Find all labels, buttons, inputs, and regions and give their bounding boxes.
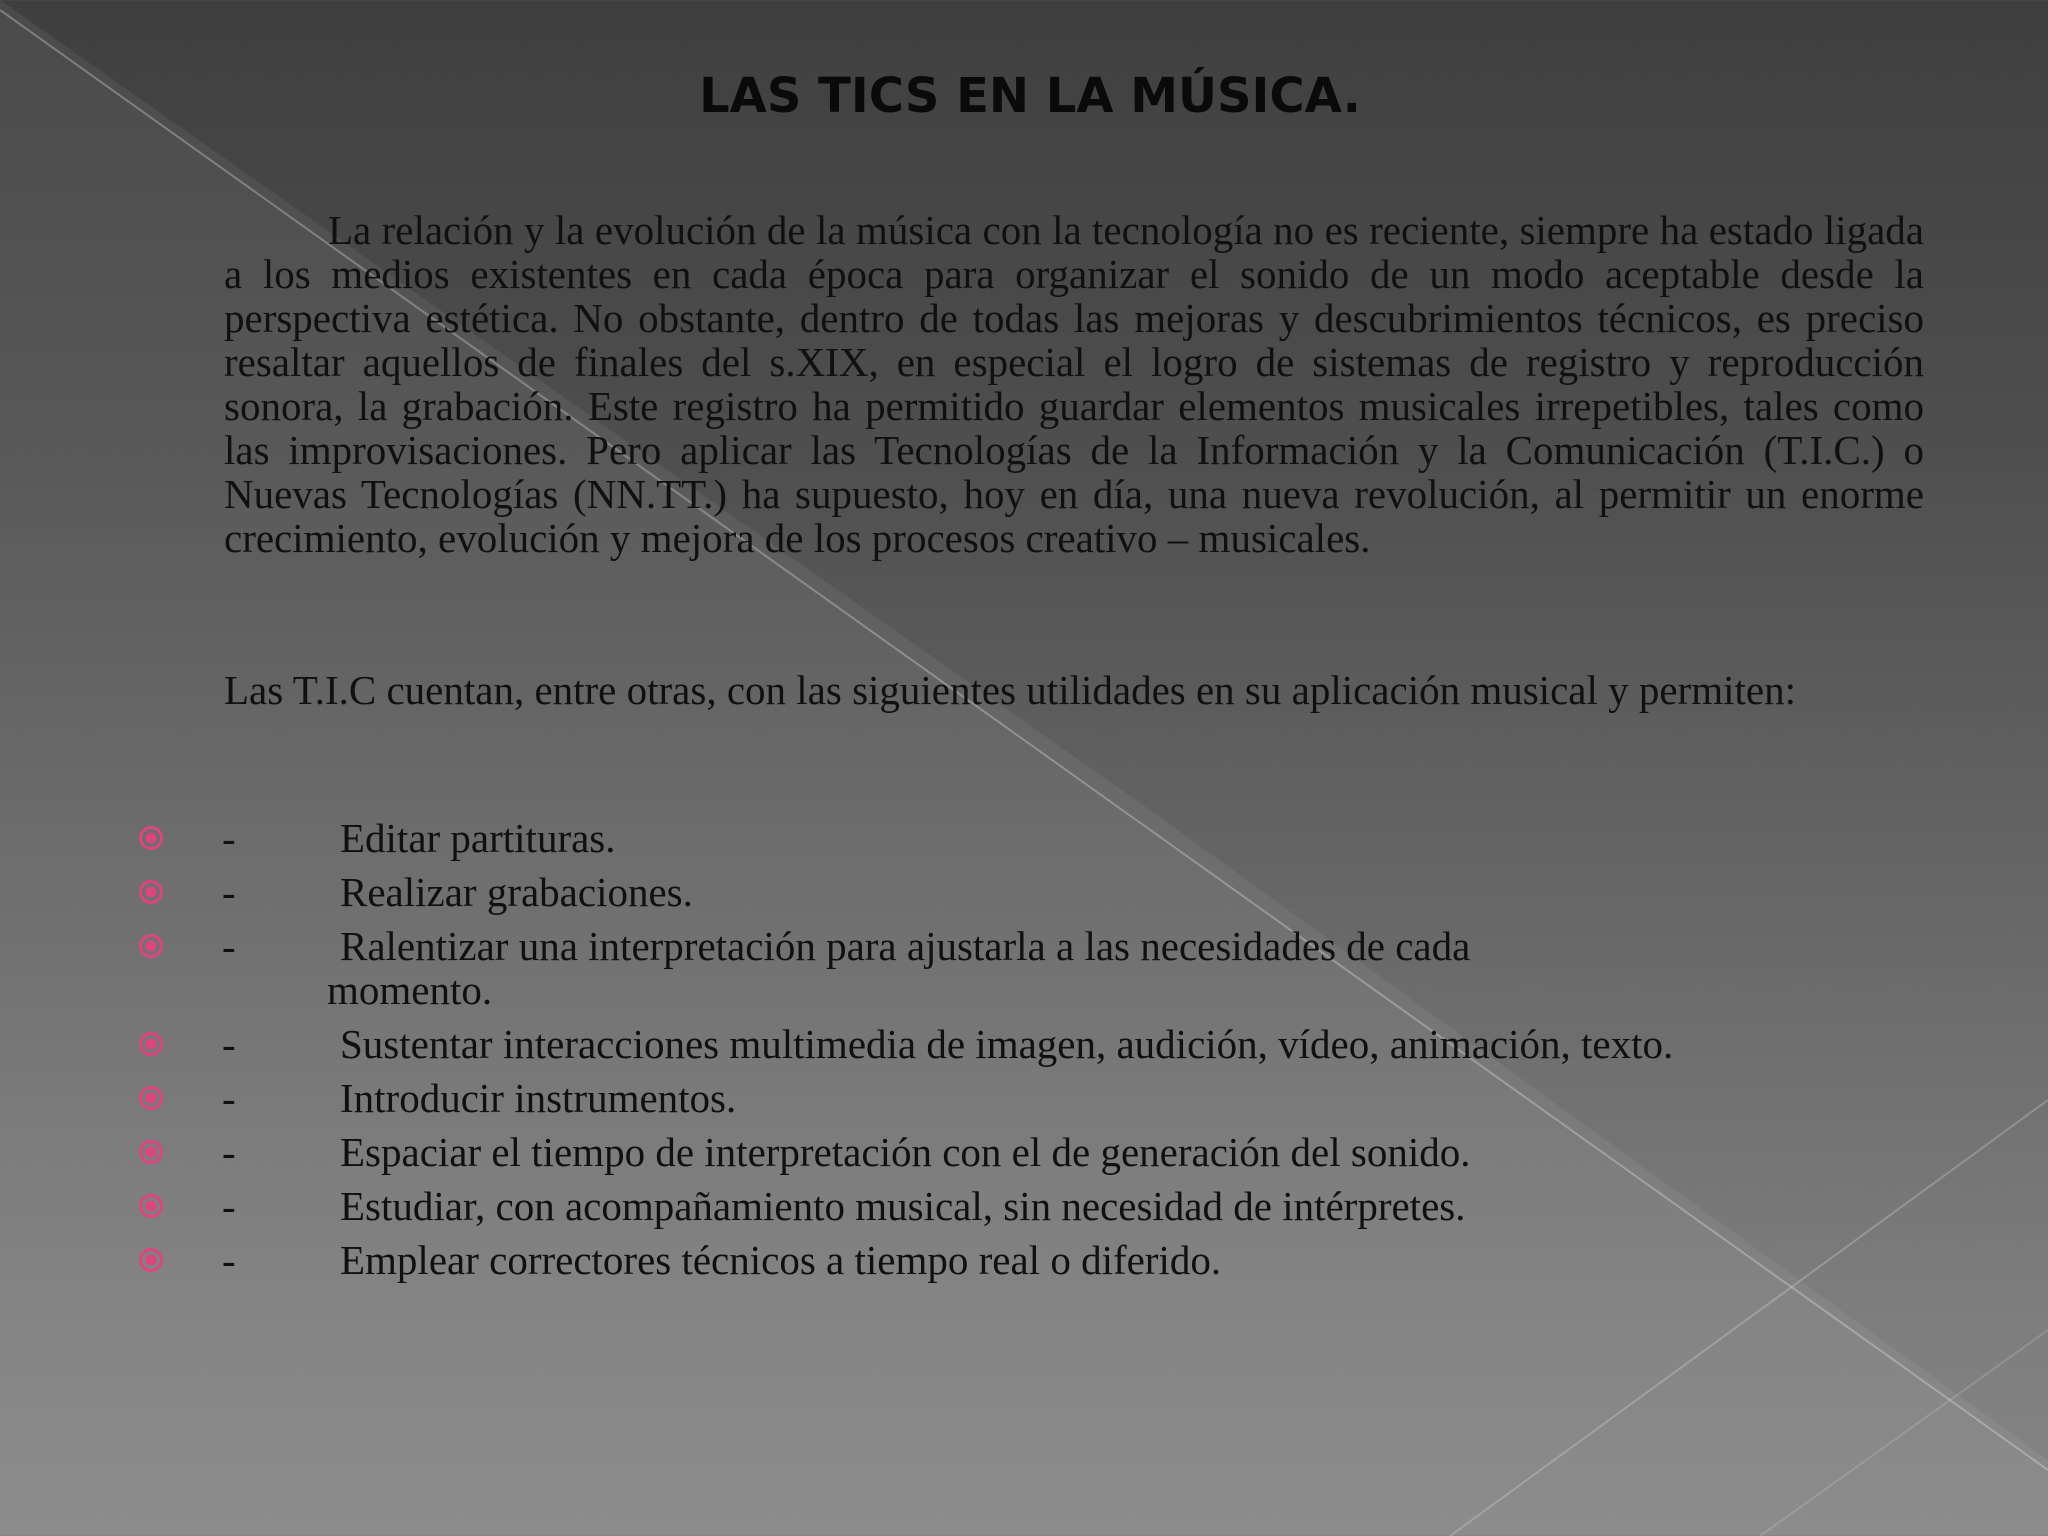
radio-circle-icon [138, 1193, 164, 1219]
dash-marker: - [222, 1129, 236, 1175]
list-item-text: Realizar grabaciones. [340, 869, 693, 915]
list-item [0, 1076, 2048, 1120]
utilities-intro-paragraph: Las T.I.C cuentan, entre otras, con las siguientes utilidades en su aplicación musical y permiten: [224, 667, 1796, 713]
list-item [0, 1238, 2048, 1282]
dash-marker: - [222, 923, 236, 969]
list-item-text: Estudiar, con acompañamiento musical, sin necesidad de intérpretes. [340, 1183, 1466, 1229]
list-item [0, 816, 2048, 860]
radio-circle-icon [138, 825, 164, 851]
intro-paragraph: La relación y la evolución de la música con la tecnología no es reciente, siempre ha estado ligada a los medios existentes en cada época para organizar el sonido de un modo aceptable desde la perspectiva estética. No obstante, dentro de todas las mejoras y descubrimientos técnicos, es preciso resaltar aquellos de finales del s.XIX, en especial el logro de sistemas de registro y reproducción sonora, la grabación. Este registro ha permitido guardar elementos musicales irrepetibles, tales como las improvisaciones. Pero aplicar las Tecnologías de la Información y la Comunicación (T.I.C.) o Nuevas Tecnologías (NN.TT.) ha supuesto, hoy en día, una nueva revolución, al permitir un enorme crecimiento, evolución y mejora de los procesos creativo – musicales. [224, 207, 1924, 561]
list-item [0, 1184, 2048, 1228]
radio-circle-icon [138, 1085, 164, 1111]
radio-circle-icon [138, 1031, 164, 1057]
list-item-text: Sustentar interacciones multimedia de imagen, audición, vídeo, animación, texto. [340, 1021, 1674, 1067]
list-item-text [327, 923, 1640, 1013]
radio-circle-icon [138, 1139, 164, 1165]
list-item-text: Editar partituras. [340, 815, 616, 861]
list-item-text-line2: momento. [327, 967, 493, 1013]
list-item-text-line1: Ralentizar una interpretación para ajustarla a las necesidades de cada [340, 923, 1471, 969]
dash-marker: - [222, 1075, 236, 1121]
list-item-text: Introducir instrumentos. [340, 1075, 737, 1121]
radio-circle-icon [138, 1247, 164, 1273]
list-item [0, 1022, 2048, 1066]
dash-marker: - [222, 1183, 236, 1229]
list-item-text: Emplear correctores técnicos a tiempo real o diferido. [340, 1237, 1222, 1283]
slide-title: LAS TICS EN LA MÚSICA. [699, 68, 1361, 124]
utilities-list [0, 816, 2048, 1292]
dash-marker: - [222, 1021, 236, 1067]
dash-marker: - [222, 1237, 236, 1283]
dash-marker: - [222, 815, 236, 861]
list-item [0, 870, 2048, 914]
radio-circle-icon [138, 933, 164, 959]
dash-marker: - [222, 869, 236, 915]
list-item [0, 924, 2048, 1012]
radio-circle-icon [138, 879, 164, 905]
list-item [0, 1130, 2048, 1174]
list-item-text: Espaciar el tiempo de interpretación con el de generación del sonido. [340, 1129, 1471, 1175]
